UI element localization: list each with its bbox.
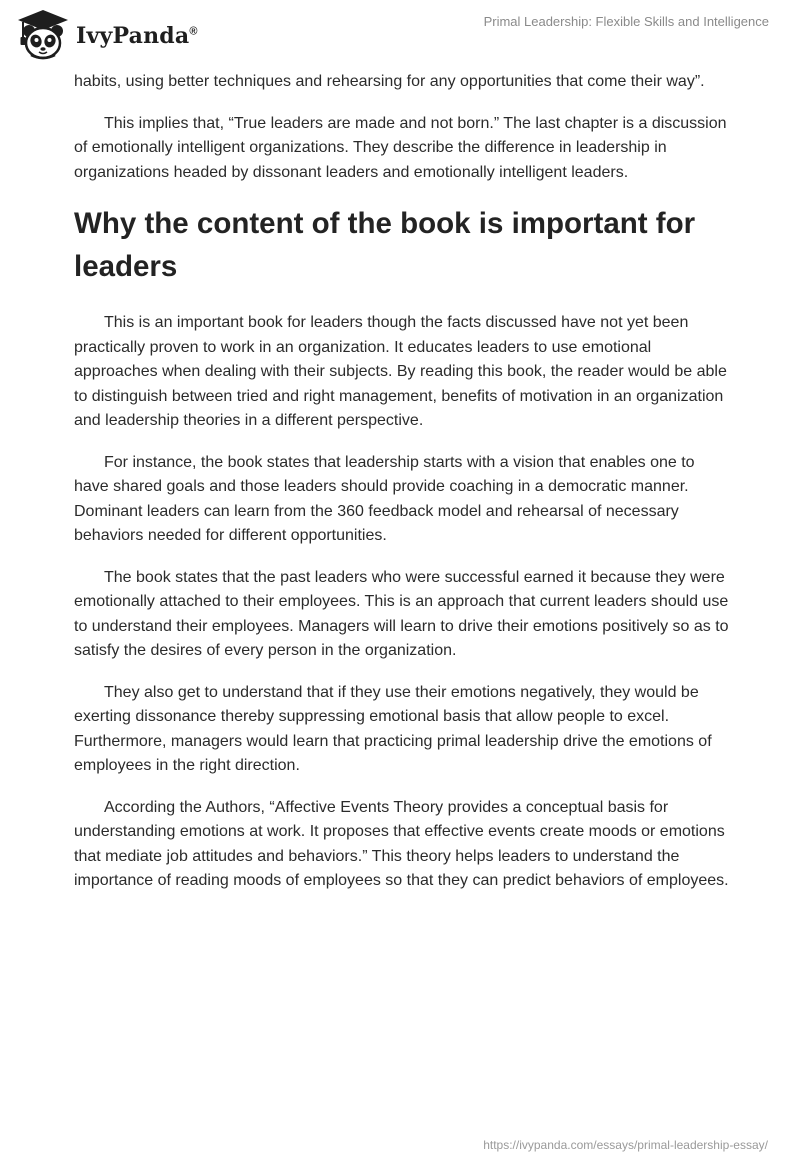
paragraph-6: They also get to understand that if they use their emotions negatively, they would be exerting dissonance thereby suppressing emotional basis that allow people to excel. Furthermore, managers would learn that practicing primal leadership drive the emotions of employees in the right direction. (74, 683, 712, 774)
registered-mark: ® (189, 25, 198, 38)
paragraph-2: This implies that, “True leaders are made and not born.” The last chapter is a discussion of emotionally intelligent organizations. They describe the difference in leadership in organizations headed by dissonant leaders and emotionally intelligent leaders. (74, 114, 727, 181)
panda-graduate-icon (14, 8, 72, 62)
brand-name (76, 23, 198, 49)
paragraph-1: habits, using better techniques and rehearsing for any opportunities that come their way”. (74, 73, 705, 90)
paragraph-4: For instance, the book states that leadership starts with a vision that enables one to have shared goals and those leaders should provide coaching in a democratic manner. Dominant leaders can learn from the 360 feedback model and rehearsal of necessary behaviors needed for different opportunities. (74, 453, 695, 544)
brand-name-text: IvyPanda (76, 23, 190, 49)
source-url[interactable]: https://ivypanda.com/essays/primal-leadership-essay/ (483, 1138, 768, 1152)
essay-content (74, 70, 729, 911)
paragraph-3: This is an important book for leaders though the facts discussed have not yet been practically proven to work in an organization. It educates leaders to use emotional approaches when dealing with their subjects. By reading this book, the reader would be able to distinguish between tried and right management, benefits of motivation in an organization and leadership theories in a different perspective. (74, 314, 727, 429)
ivypanda-logo[interactable] (14, 8, 198, 62)
paragraph-5: The book states that the past leaders who were successful earned it because they were emotionally attached to their employees. This is an approach that current leaders should use to understand their employees. Managers will learn to drive their emotions positively so as to satisfy the desires of every person in the organization. (74, 568, 729, 659)
document-title: Primal Leadership: Flexible Skills and Intelligence (483, 14, 769, 29)
paragraph-7: According the Authors, “Affective Events Theory provides a conceptual basis for understanding emotions at work. It proposes that effective events create moods or emotions that mediate job attitudes and behaviors.” This theory helps leaders to understand the importance of reading moods of employees so that they can predict behaviors of employees. (74, 798, 729, 889)
section-heading: Why the content of the book is important for leaders (74, 207, 696, 283)
page-header (0, 0, 800, 70)
